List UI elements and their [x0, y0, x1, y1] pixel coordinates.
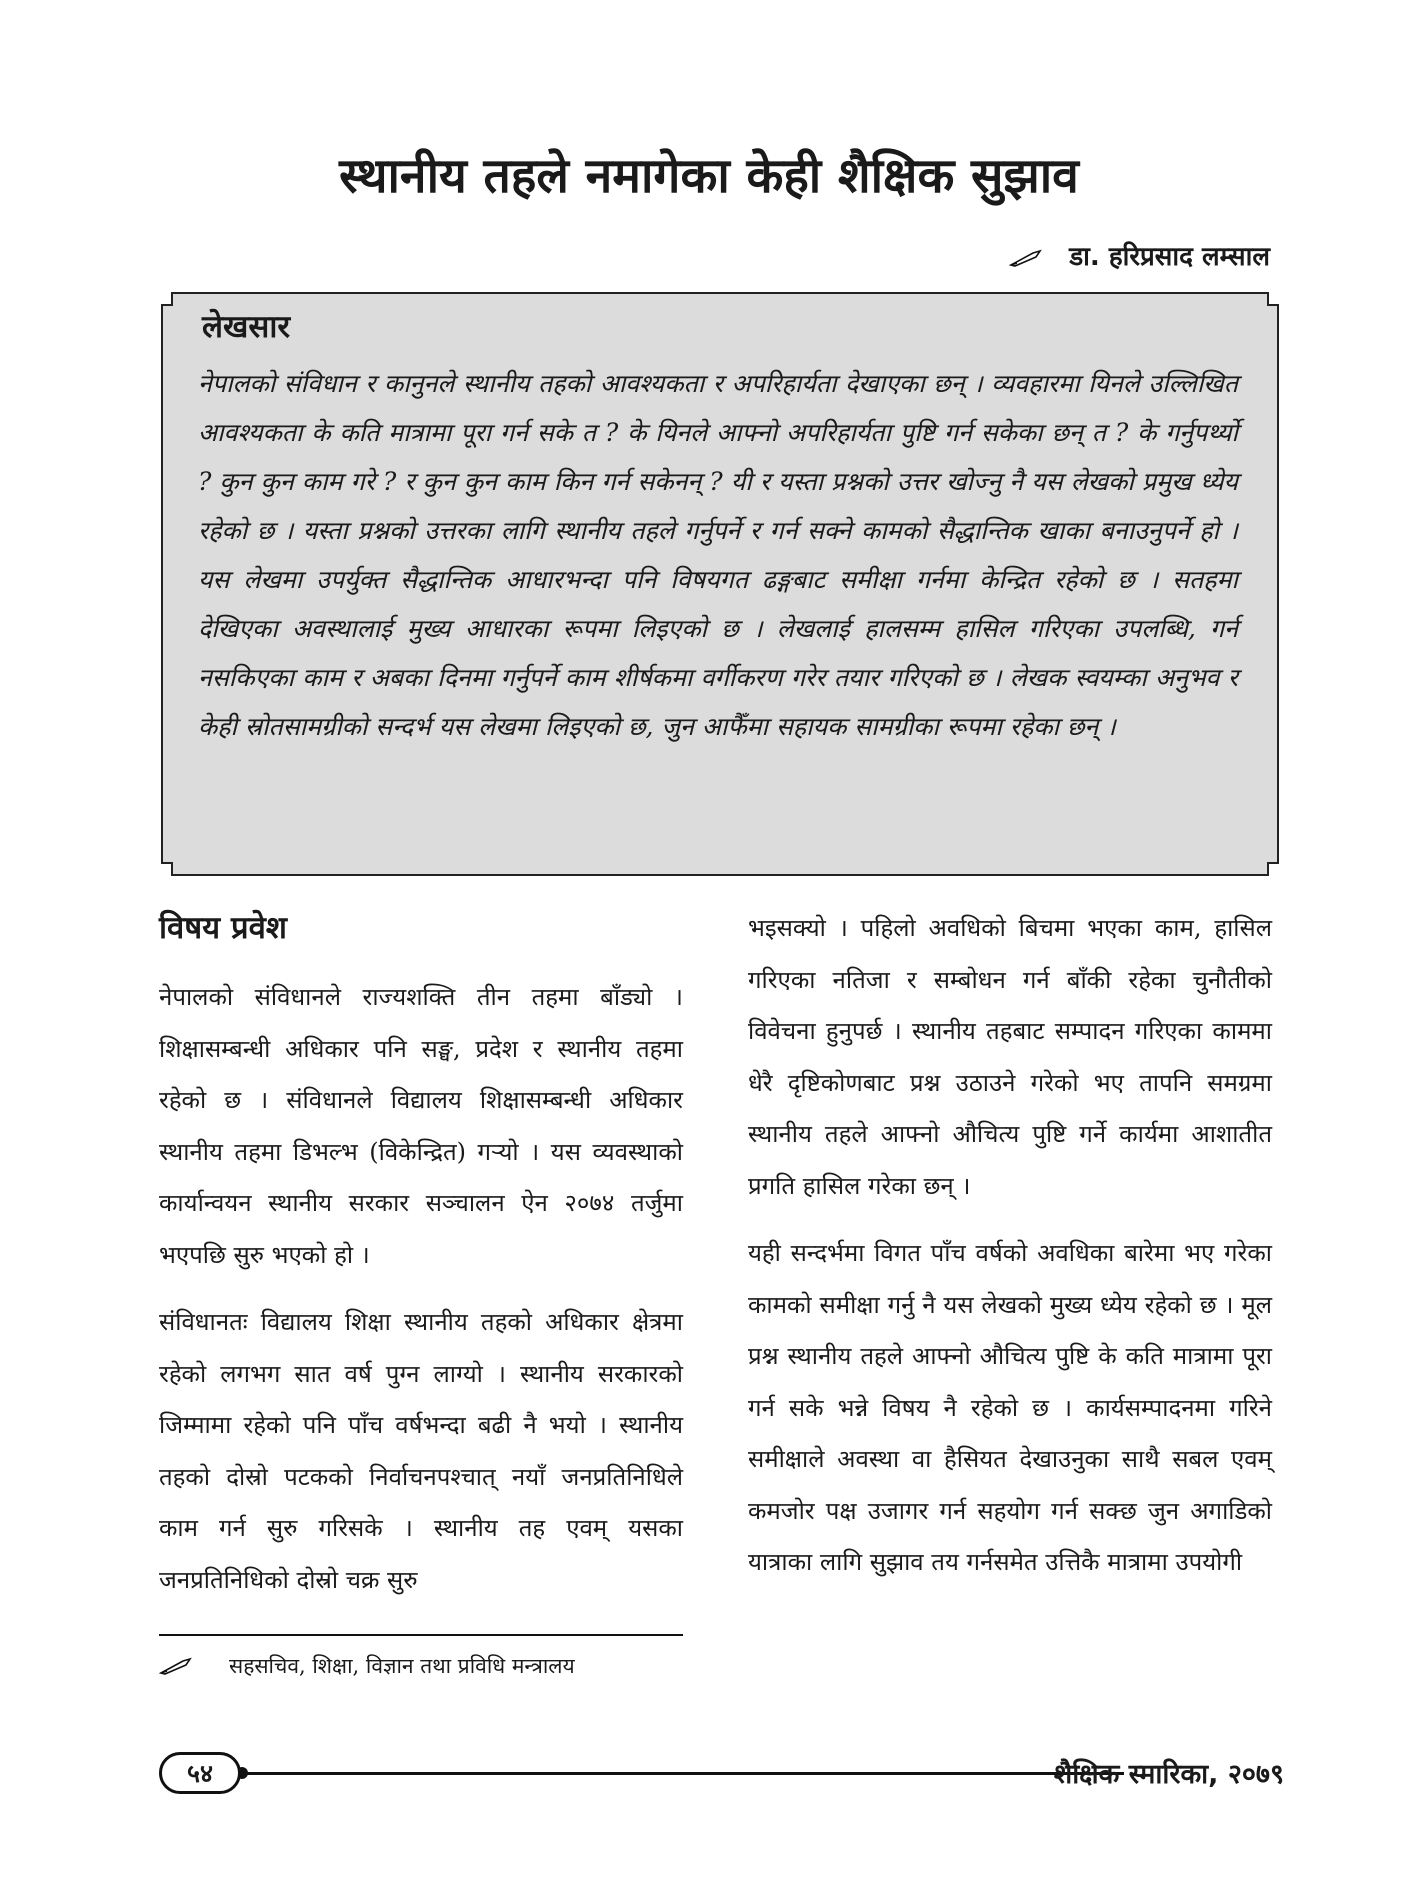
footnote-text: सहसचिव, शिक्षा, विज्ञान तथा प्रविधि मन्त्रालय [229, 1654, 575, 1678]
author-name: डा. हरिप्रसाद लम्साल [1069, 242, 1270, 272]
abstract-text: नेपालको संविधान र कानुनले स्थानीय तहको आवश्यकता र अपरिहार्यता देखाएका छन् । व्यवहारमा यिनले उल्लिखित आवश्यकता के कति मात्रामा पूरा गर्न सके त ? के यिनले आफ्नो अपरिहार्यता पुष्टि गर्न सकेका छन् त ? के गर्नुपर्थ्यो ? कुन कुन काम गरे ? र कुन कुन काम किन गर्न सकेनन् ? यी र यस्ता प्रश्नको उत्तर खोज्नु नै यस लेखको प्रमुख ध्येय रहेको छ । यस्ता प्रश्नको उत्तरका लागि स्थानीय तहले गर्नुपर्ने र गर्न सक्ने कामको सैद्धान्तिक खाका बनाउनुपर्ने हो । यस लेखमा उपर्युक्त सैद्धान्तिक आधारभन्दा पनि विषयगत ढङ्गबाट समीक्षा गर्नमा केन्द्रित रहेको छ । सतहमा देखिएका अवस्थालाई मुख्य आधारका रूपमा लिइएको छ । लेखलाई हालसम्म हासिल गरिएका उपलब्धि, गर्न नसकिएका काम र अबका दिनमा गर्नुपर्ने काम शीर्षकमा वर्गीकरण गरेर तयार गरिएको छ । लेखक स्वयम्का अनुभव र केही स्रोतसामग्रीको सन्दर्भ यस लेखमा लिइएको छ, जुन आफैँमा सहायक सामग्रीका रूपमा रहेका छन् । [198, 369, 1238, 741]
pen-icon [1009, 245, 1043, 265]
paragraph: नेपालको संविधानले राज्यशक्ति तीन तहमा बाँड्यो । शिक्षासम्बन्धी अधिकार पनि सङ्घ, प्रदेश र स्थानीय तहमा रहेको छ । संविधानले विद्यालय शिक्षासम्बन्धी अधिकार स्थानीय तहमा डिभल्भ (विकेन्द्रित) गऱ्यो । यस व्यवस्थाको कार्यान्वयन स्थानीय सरकार सञ्चालन ऐन २०७४ तर्जुमा भएपछि सुरु भएको हो । [159, 983, 683, 1269]
author-line [1009, 237, 1270, 273]
article-title: स्थानीय तहले नमागेका केही शैक्षिक सुझाव [339, 148, 1079, 204]
section-heading: विषय प्रवेश [159, 910, 287, 946]
footer-rule [239, 1772, 1124, 1775]
footnote [159, 1652, 699, 1680]
publication-title: शैक्षिक स्मारिका, २०७९ [1053, 1759, 1284, 1790]
pen-icon [159, 1656, 193, 1676]
abstract-box [160, 291, 1280, 877]
paragraph: संविधानतः विद्यालय शिक्षा स्थानीय तहको अधिकार क्षेत्रमा रहेको लगभग सात वर्ष पुग्न लाग्यो । स्थानीय सरकारको जिम्मामा रहेको पनि पाँच वर्षभन्दा बढी नै भयो । स्थानीय तहको दोस्रो पटकको निर्वाचनपश्चात् नयाँ जनप्रतिनिधिले काम गर्न सुरु गरिसके । स्थानीय तह एवम् यसका जनप्रतिनिधिको दोस्रो चक्र सुरु [159, 1308, 683, 1594]
left-column [159, 900, 683, 1622]
footnote-divider [159, 1634, 683, 1636]
paragraph: यही सन्दर्भमा विगत पाँच वर्षको अवधिका बारेमा भए गरेका कामको समीक्षा गर्नु नै यस लेखको मुख्य ध्येय रहेको छ । मूल प्रश्न स्थानीय तहले आफ्नो औचित्य पुष्टि के कति मात्रामा पूरा गर्न सके भन्ने विषय नै रहेको छ । कार्यसम्पादनमा गरिने समीक्षाले अवस्था वा हैसियत देखाउनुका साथै सबल एवम् कमजोर पक्ष उजागर गर्न सहयोग गर्न सक्छ जुन अगाडिको यात्राका लागि सुझाव तय गर्नसमेत उत्तिकै मात्रामा उपयोगी [748, 1239, 1272, 1576]
right-column [748, 903, 1272, 1605]
abstract-heading: लेखसार [202, 309, 291, 345]
page-footer [159, 1752, 1284, 1796]
paragraph: भइसक्यो । पहिलो अवधिको बिचमा भएका काम, हासिल गरिएका नतिजा र सम्बोधन गर्न बाँकी रहेका चुनौतीको विवेचना हुनुपर्छ । स्थानीय तहबाट सम्पादन गरिएका काममा धेरै दृष्टिकोणबाट प्रश्न उठाउने गरेको भए तापनि समग्रमा स्थानीय तहले आफ्नो औचित्य पुष्टि गर्ने कार्यमा आशातीत प्रगति हासिल गरेका छन् । [748, 914, 1272, 1200]
page-number: ५४ [159, 1752, 241, 1794]
